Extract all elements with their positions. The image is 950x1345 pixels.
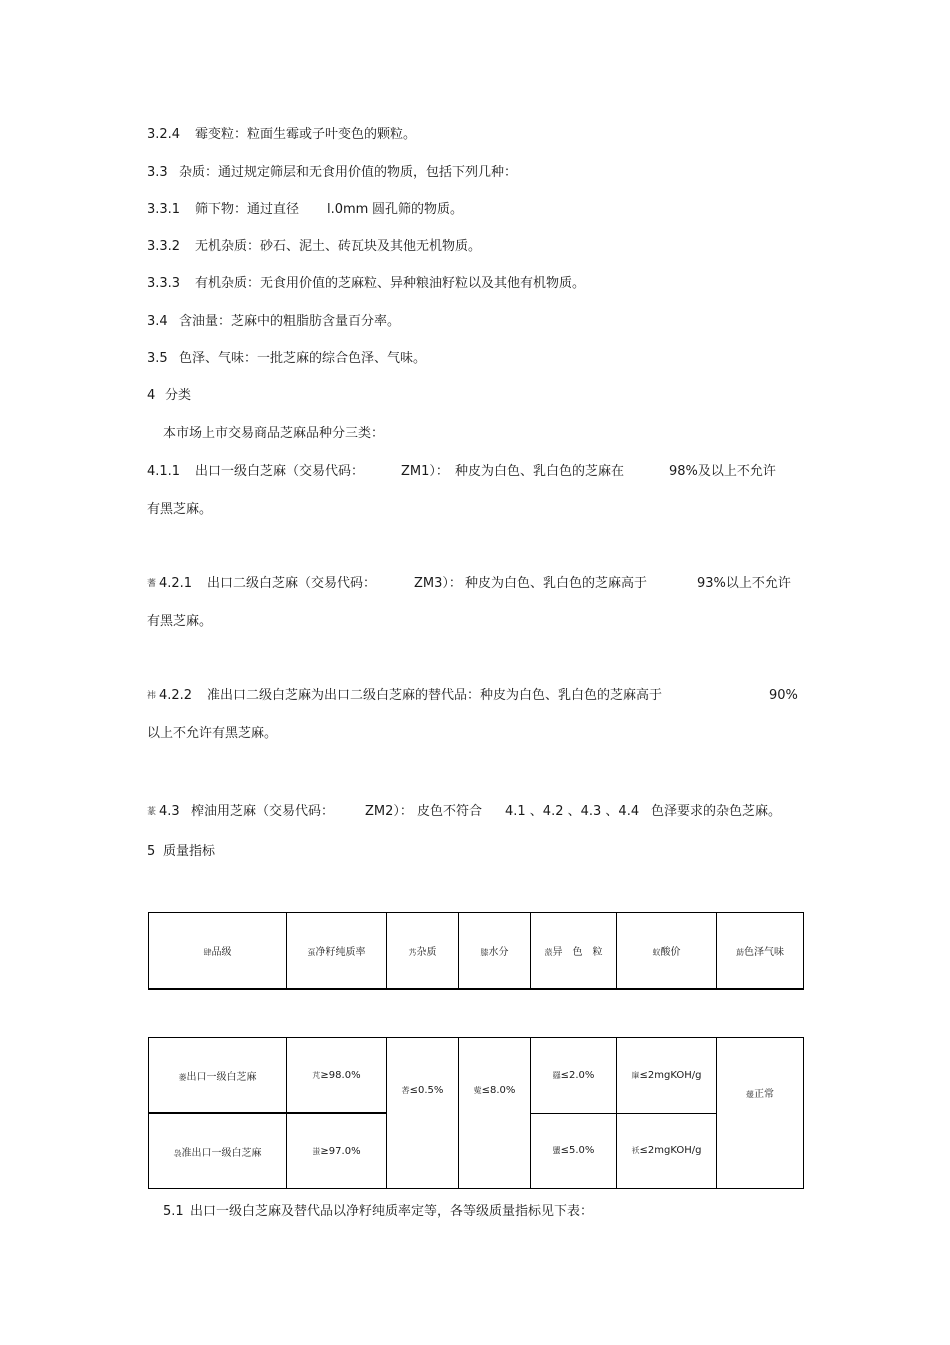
header-moisture: 膝水分 [459,913,531,990]
cell-grade: 蒌出口一级白芝麻 [149,1038,287,1114]
clause-number: 3.2.4 [147,127,181,142]
section-title: 分类 [165,388,192,403]
stray-glyph: 蒃 [147,807,157,817]
clause-text: 榨油用芝麻（交易代码： [191,804,335,819]
stray-glyph: 蓍 [147,579,157,589]
clause-continuation: 有黑芝麻。 [147,614,213,629]
clause-text-tail: 色泽要求的杂色芝麻。 [651,804,782,819]
cell-grade: 袅准出口一级白芝麻 [149,1113,287,1189]
trade-code: ZM3）： [414,576,462,591]
clause-text: 准出口二级白芝麻为出口二级白芝麻的替代品：种皮为白色、乳白色的芝麻高于 [207,688,663,703]
clause-percent: 98%及以上不允许 [669,464,776,479]
clause-number: 4.2.2 [159,688,193,703]
cell-acid-value: 袄≤2mgKOH/g [617,1113,717,1189]
clause-number: 3.5 [147,351,168,366]
sieve-size: l.0mm [327,202,369,217]
clause-number: 5.1 [163,1204,184,1219]
table-gap [149,989,804,1038]
clause-text: 筛下物：通过直径 [195,202,300,217]
header-color-odor: 莇色泽气味 [717,913,804,990]
cell-moisture: 蒬≤8.0% [459,1038,531,1189]
clause-number: 3.3 [147,165,168,180]
clause-percent: 90% [769,688,798,703]
clause-number: 3.3.3 [147,276,181,291]
cell-acid-value: 肁≤2mgKOH/g [617,1038,717,1114]
stray-glyph: 袆 [147,691,157,701]
clause-text: 出口二级白芝麻（交易代码： [207,576,377,591]
section-number: 5 [147,844,156,859]
table-gap-row [149,989,804,1038]
clause-continuation: 有黑芝麻。 [147,502,213,517]
clause-text: 杂质：通过规定筛层和无食用价值的物质，包括下列几种： [179,165,518,180]
clause-number: 3.4 [147,314,168,329]
clause-continuation: 以上不允许有黑芝麻。 [147,726,278,741]
clause-number: 4.2.1 [159,576,193,591]
clause-text: 无机杂质：砂石、泥土、砖瓦块及其他无机物质。 [195,239,482,254]
cell-color-odor: 蕿正常 [717,1038,804,1189]
cell-net-purity: 芃≥98.0% [287,1038,387,1114]
section-title: 质量指标 [163,844,216,859]
cell-off-color-kernels: 螴≤5.0% [531,1113,617,1189]
clause-text: 有机杂质：无食用价值的芝麻粒、异种粮油籽粒以及其他有机物质。 [195,276,586,291]
trade-code: ZM2）： [365,804,413,819]
clause-number: 3.3.1 [147,202,181,217]
section-number: 4 [147,388,156,403]
quality-index-table [148,912,804,1189]
clause-description: 皮色不符合 [417,804,483,819]
clause-text: 出口一级白芝麻及替代品以净籽纯质率定等，各等级质量指标见下表： [190,1204,594,1219]
cell-off-color-kernels: 羉≤2.0% [531,1038,617,1114]
clause-text: 出口一级白芝麻（交易代码： [195,464,365,479]
header-impurity: 艿杂质 [387,913,459,990]
clause-description: 种皮为白色、乳白色的芝麻高于 [465,576,648,591]
clause-description: 种皮为白色、乳白色的芝麻在 [455,464,625,479]
intro-text: 本市场上市交易商品芝麻品种分三类： [163,426,385,441]
header-off-color-kernels: 蒎异 色 粒 [531,913,617,990]
clause-text: 色泽、气味：一批芝麻的综合色泽、气味。 [179,351,427,366]
header-grade: 肆品级 [149,913,287,990]
table-header-row [149,913,804,990]
clause-percent: 93%以上不允许 [697,576,791,591]
clause-text: 霉变粒：粒面生霉或子叶变色的颗粒。 [195,127,417,142]
clause-text: 含油量：芝麻中的粗脂肪含量百分率。 [179,314,401,329]
clause-number: 3.3.2 [147,239,181,254]
header-net-purity: 虿净籽纯质率 [287,913,387,990]
table-row [149,1038,804,1114]
header-acid-value: 蚁酸价 [617,913,717,990]
clause-text-tail: 圆孔筛的物质。 [372,202,464,217]
clause-refs: 4.1 、4.2 、4.3 、4.4 [505,804,640,819]
cell-impurity: 莕≤0.5% [387,1038,459,1189]
clause-number: 4.1.1 [147,464,181,479]
trade-code: ZM1）： [401,464,449,479]
clause-number: 4.3 [159,804,180,819]
cell-net-purity: 蚩≥97.0% [287,1113,387,1189]
